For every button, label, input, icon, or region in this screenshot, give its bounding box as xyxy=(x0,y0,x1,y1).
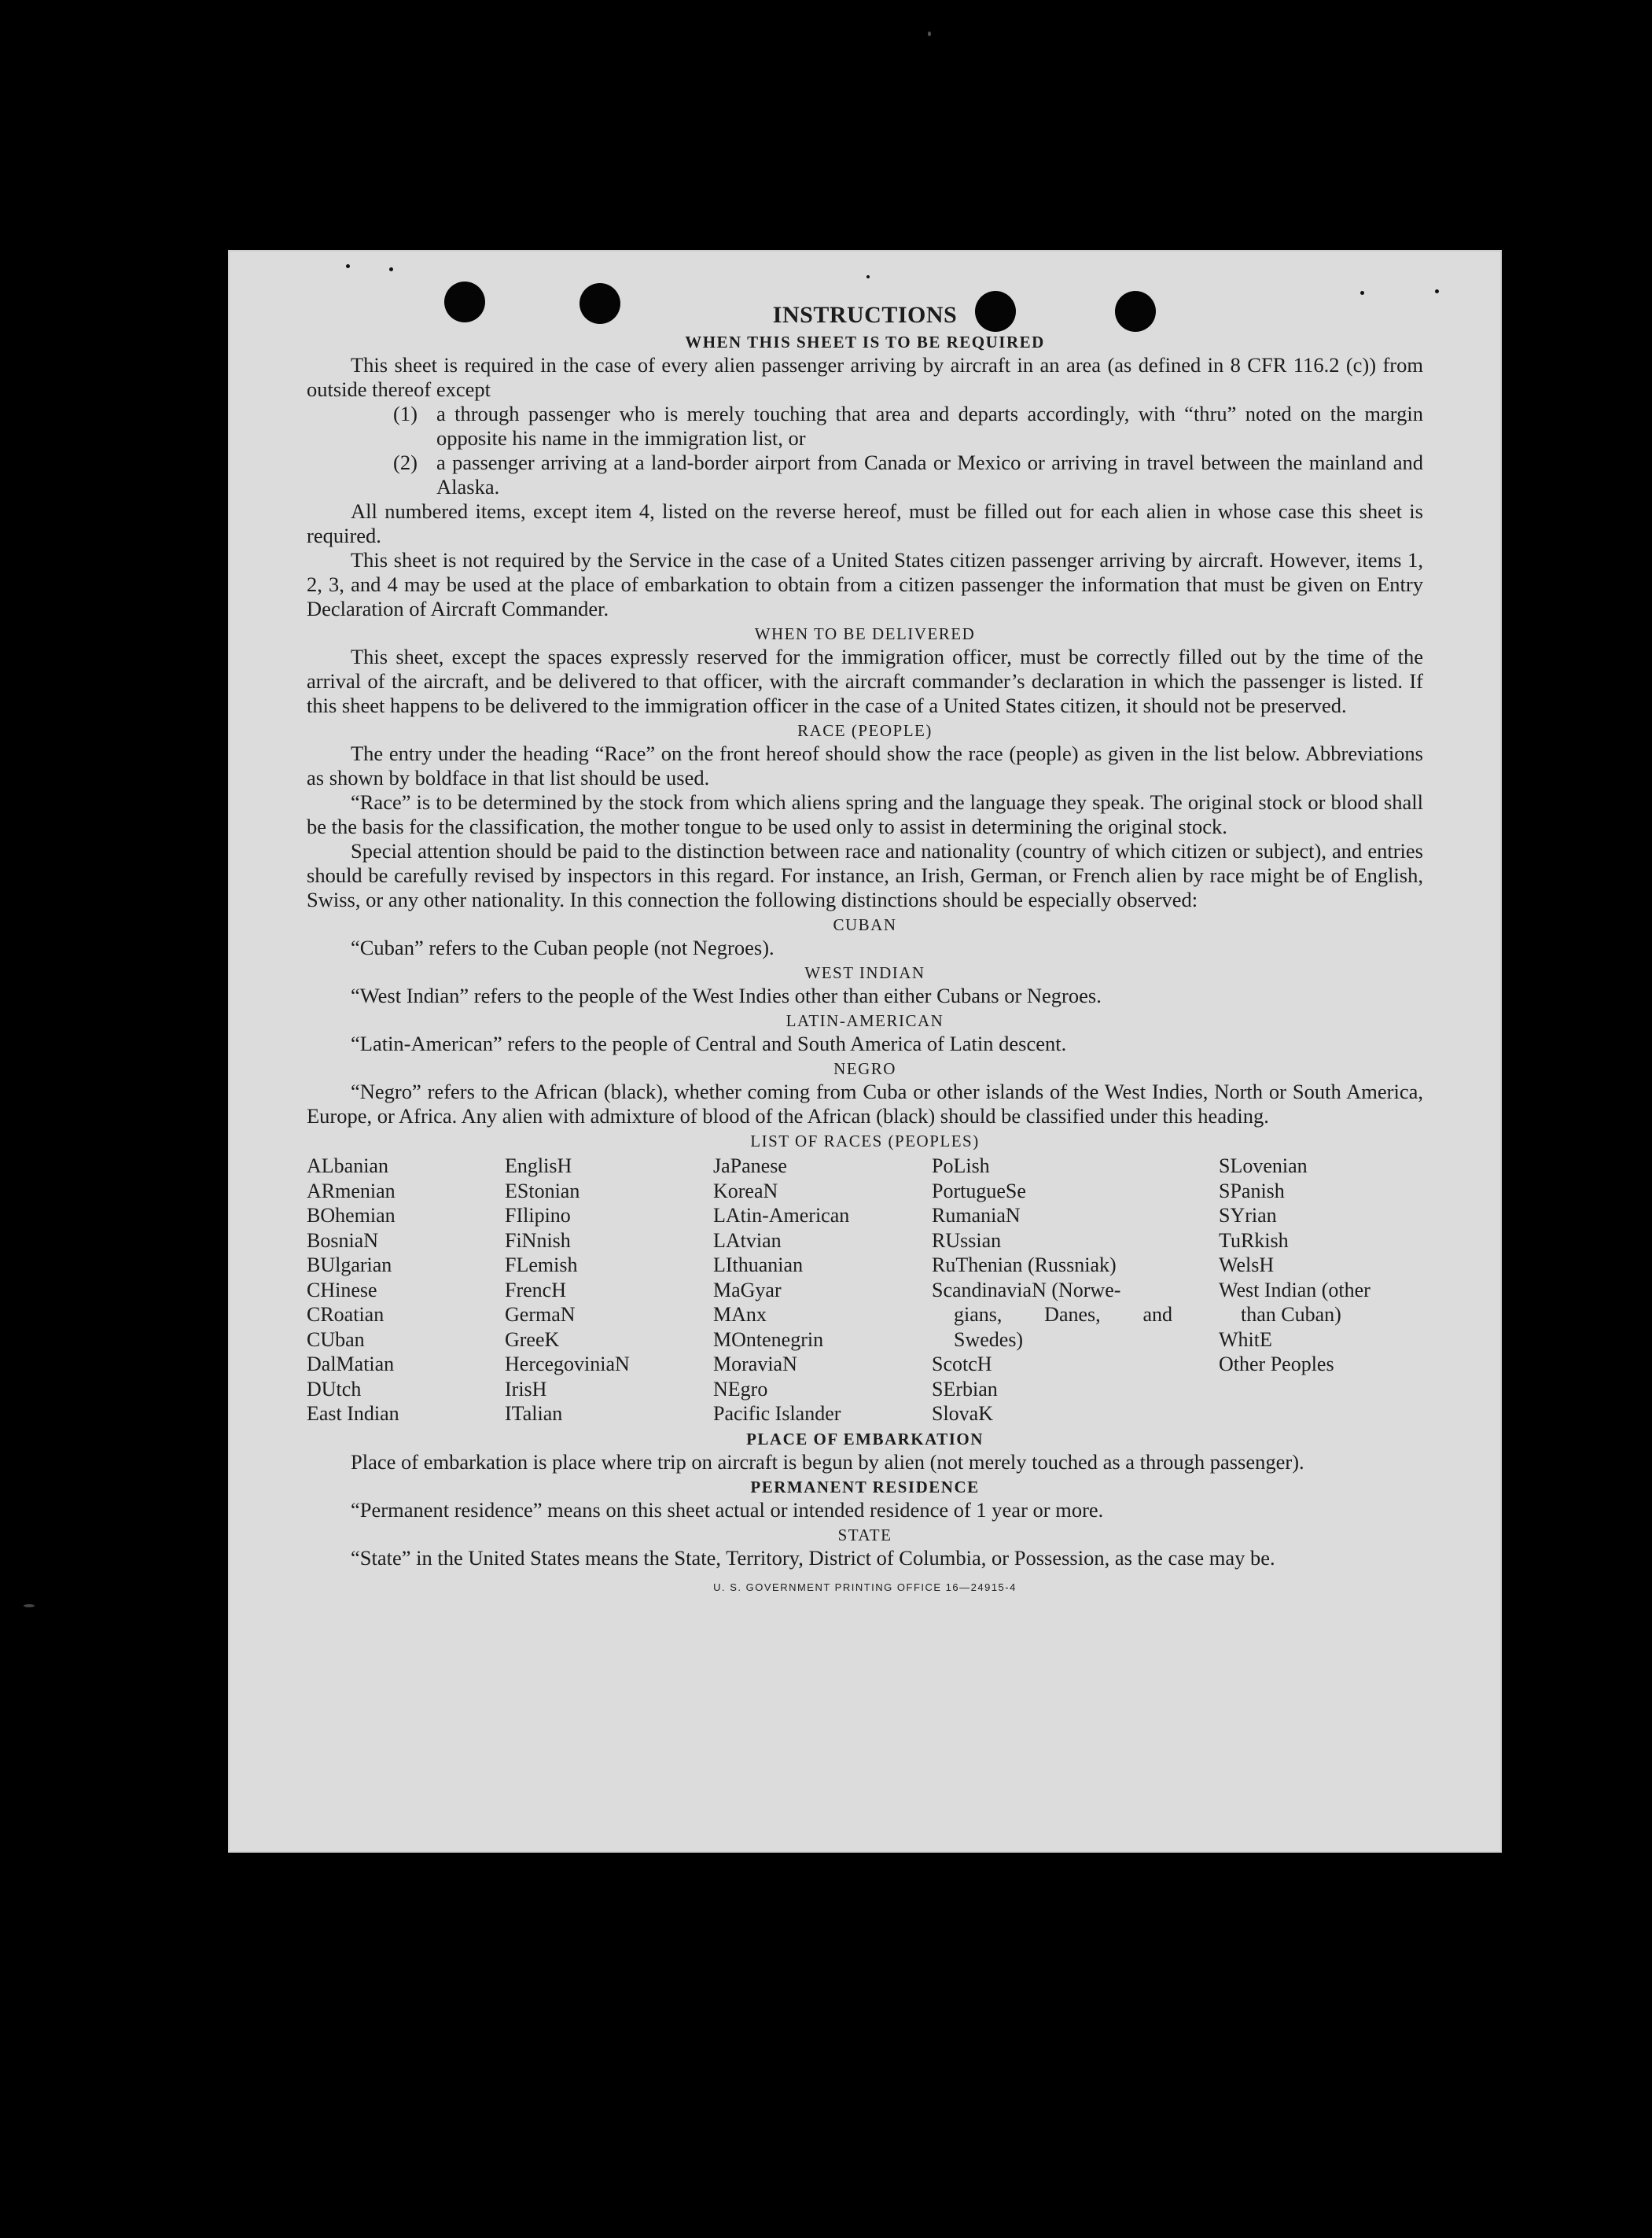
race-entry: than Cuban) xyxy=(1241,1303,1341,1326)
section-heading: LIST OF RACES (PEOPLES) xyxy=(750,1132,980,1150)
race-entry: CUban xyxy=(307,1327,365,1351)
paragraph: “West Indian” refers to the people of the West Indies other than either Cubans or Negroes. xyxy=(351,984,1102,1007)
race-entry: PoLish xyxy=(932,1154,990,1177)
race-entry: SPanish xyxy=(1219,1179,1285,1202)
race-entry: BOhemian xyxy=(307,1204,396,1227)
race-entry: SYrian xyxy=(1219,1204,1277,1227)
item-text: a through passenger who is merely touching that area and departs accordingly, with “thru” noted on the margin opposite his name in the immigration list, or xyxy=(436,402,1423,450)
paragraph: “Negro” refers to the African (black), whether coming from Cuba or other islands of the West Indies, North or South America, Europe, or Africa. Any alien with admixture of blood of the African (black) should be classified under this heading. xyxy=(307,1080,1423,1128)
printer-imprint: U. S. GOVERNMENT PRINTING OFFICE 16—24915-4 xyxy=(713,1581,1017,1593)
race-entry: FLemish xyxy=(505,1253,578,1276)
section-heading: CUBAN xyxy=(833,915,897,934)
ink-speck xyxy=(346,264,350,268)
film-speck xyxy=(928,31,931,36)
race-entry: ITalian xyxy=(505,1402,563,1425)
race-entry: LAtvian xyxy=(713,1228,782,1252)
ink-speck xyxy=(866,275,870,278)
paragraph: “Permanent residence” means on this sheet actual or intended residence of 1 year or more. xyxy=(351,1497,1104,1522)
race-entry: WhitE xyxy=(1219,1327,1272,1351)
race-entry: RUssian xyxy=(932,1228,1002,1252)
paragraph: Special attention should be paid to the distinction between race and nationality (country of which citizen or subject), and entries should be carefully revised by inspectors in this regard. For instance, an Irish, German, or French alien by race might be of English, Swiss, or any other nationality. In this connection the following distinctions should be especially observed: xyxy=(307,839,1423,911)
race-entry: ARmenian xyxy=(307,1179,396,1202)
race-entry: TuRkish xyxy=(1219,1228,1289,1252)
paragraph: “Cuban” refers to the Cuban people (not Negroes). xyxy=(351,936,774,959)
race-entry: RumaniaN xyxy=(932,1204,1021,1227)
race-entry: Swedes) xyxy=(954,1327,1024,1351)
race-entry: SLovenian xyxy=(1219,1154,1308,1177)
race-entry: SlovaK xyxy=(932,1402,993,1425)
races-column xyxy=(1219,1154,1423,1426)
list-item xyxy=(393,451,1423,499)
section-heading: STATE xyxy=(837,1525,892,1544)
paragraph: Place of embarkation is place where trip on aircraft is begun by alien (not merely touched as a through passenger). xyxy=(351,1449,1304,1474)
race-entry: gians, Danes, and xyxy=(954,1303,1172,1326)
section-heading: WEST INDIAN xyxy=(804,963,925,982)
race-entry: MaGyar xyxy=(713,1278,782,1301)
paragraph: “Latin-American” refers to the people of Central and South America of Latin descent. xyxy=(351,1032,1067,1055)
races-column xyxy=(713,1154,932,1426)
race-entry: FIlipino xyxy=(505,1204,571,1227)
item-number: (2) xyxy=(393,451,418,474)
race-entry: DalMatian xyxy=(307,1353,395,1375)
list-item xyxy=(393,402,1423,451)
race-entry: East Indian xyxy=(307,1402,399,1425)
race-entry: ALbanian xyxy=(307,1154,388,1177)
race-entry: SErbian xyxy=(932,1377,998,1401)
instructions-text xyxy=(307,301,1423,1599)
race-entry: BUlgarian xyxy=(307,1253,392,1276)
paragraph: “State” in the United States means the State, Territory, District of Columbia, or Possession, as the case may be. xyxy=(351,1545,1275,1570)
race-entry: CHinese xyxy=(307,1278,377,1301)
document-sheet xyxy=(228,250,1502,1853)
race-entry: ScandinaviaN (Norwe- xyxy=(932,1278,1121,1301)
race-entry: PortugueSe xyxy=(932,1179,1026,1202)
race-entry: MoraviaN xyxy=(713,1353,797,1375)
race-entry: Other Peoples xyxy=(1219,1353,1334,1375)
races-column xyxy=(307,1154,505,1426)
race-entry: GermaN xyxy=(505,1303,576,1326)
section-heading: WHEN TO BE DELIVERED xyxy=(754,624,976,643)
paragraph: All numbered items, except item 4, listed on the reverse hereof, must be filled out for each alien in whose case this sheet is required. xyxy=(307,499,1423,547)
section-heading: LATIN-AMERICAN xyxy=(786,1011,944,1030)
race-entry: RuThenian (Russniak) xyxy=(932,1253,1117,1276)
race-entry: LIthuanian xyxy=(713,1253,804,1276)
race-entry: EnglisH xyxy=(505,1154,572,1177)
race-entry: DUtch xyxy=(307,1377,362,1401)
section-heading: WHEN THIS SHEET IS TO BE REQUIRED xyxy=(685,333,1045,352)
paragraph: This sheet, except the spaces expressly reserved for the immigration officer, must be correctly filled out by the time of the arrival of the aircraft, and be delivered to that officer, with the aircraft commander’s declaration in which the passenger is listed. If this sheet happens to be delivered to the immigration officer in the case of a United States citizen, it should not be preserved. xyxy=(307,645,1423,717)
section-heading: PLACE OF EMBARKATION xyxy=(746,1429,984,1448)
ink-speck xyxy=(389,267,393,271)
race-entry: MOntenegrin xyxy=(713,1327,824,1351)
race-entry: HercegoviniaN xyxy=(505,1353,630,1375)
race-entry: JaPanese xyxy=(713,1154,787,1177)
race-entry: FrencH xyxy=(505,1278,566,1301)
paragraph: This sheet is not required by the Service in the case of a United States citizen passenger arriving by aircraft. However, items 1, 2, 3, and 4 may be used at the place of embarkation to obtain from a citizen passenger the information that must be given on Entry Declaration of Aircraft Commander. xyxy=(307,548,1423,620)
race-entry: LAtin-American xyxy=(713,1204,850,1227)
races-column xyxy=(505,1154,713,1426)
paragraph: “Race” is to be determined by the stock from which aliens spring and the language they speak. The original stock or blood shall be the basis for the classification, the mother tongue to be used only to assist in determining the original stock. xyxy=(307,790,1423,838)
section-heading: RACE (PEOPLE) xyxy=(797,721,933,740)
section-heading: PERMANENT RESIDENCE xyxy=(750,1477,980,1496)
race-entry: GreeK xyxy=(505,1327,560,1351)
race-entry: ScotcH xyxy=(932,1353,992,1375)
item-text: a passenger arriving at a land-border airport from Canada or Mexico or arriving in travel between the mainland and Alaska. xyxy=(436,451,1423,499)
item-number: (1) xyxy=(393,402,418,425)
paragraph: This sheet is required in the case of every alien passenger arriving by aircraft in an area (as defined in 8 CFR 116.2 (c)) from outside thereof except xyxy=(307,353,1423,401)
races-column xyxy=(932,1154,1219,1426)
race-entry: WelsH xyxy=(1219,1253,1275,1276)
race-entry: West Indian (other xyxy=(1219,1278,1371,1301)
race-entry: FiNnish xyxy=(505,1228,571,1252)
ink-speck xyxy=(1435,289,1439,293)
ink-speck xyxy=(1360,291,1364,295)
race-entry: CRoatian xyxy=(307,1303,384,1326)
races-list xyxy=(307,1154,1423,1426)
race-entry: BosniaN xyxy=(307,1228,378,1252)
paragraph: The entry under the heading “Race” on the front hereof should show the race (people) as given in the list below. Abbreviations as shown by boldface in that list should be used. xyxy=(307,742,1423,790)
page-title: INSTRUCTIONS xyxy=(772,302,958,328)
race-entry: KoreaN xyxy=(713,1179,778,1202)
race-entry: EStonian xyxy=(505,1179,580,1202)
race-entry: IrisH xyxy=(505,1377,547,1401)
film-speck xyxy=(24,1604,35,1607)
section-heading: NEGRO xyxy=(833,1059,896,1078)
race-entry: NEgro xyxy=(713,1377,768,1401)
race-entry: MAnx xyxy=(713,1303,767,1326)
race-entry: Pacific Islander xyxy=(713,1402,841,1425)
